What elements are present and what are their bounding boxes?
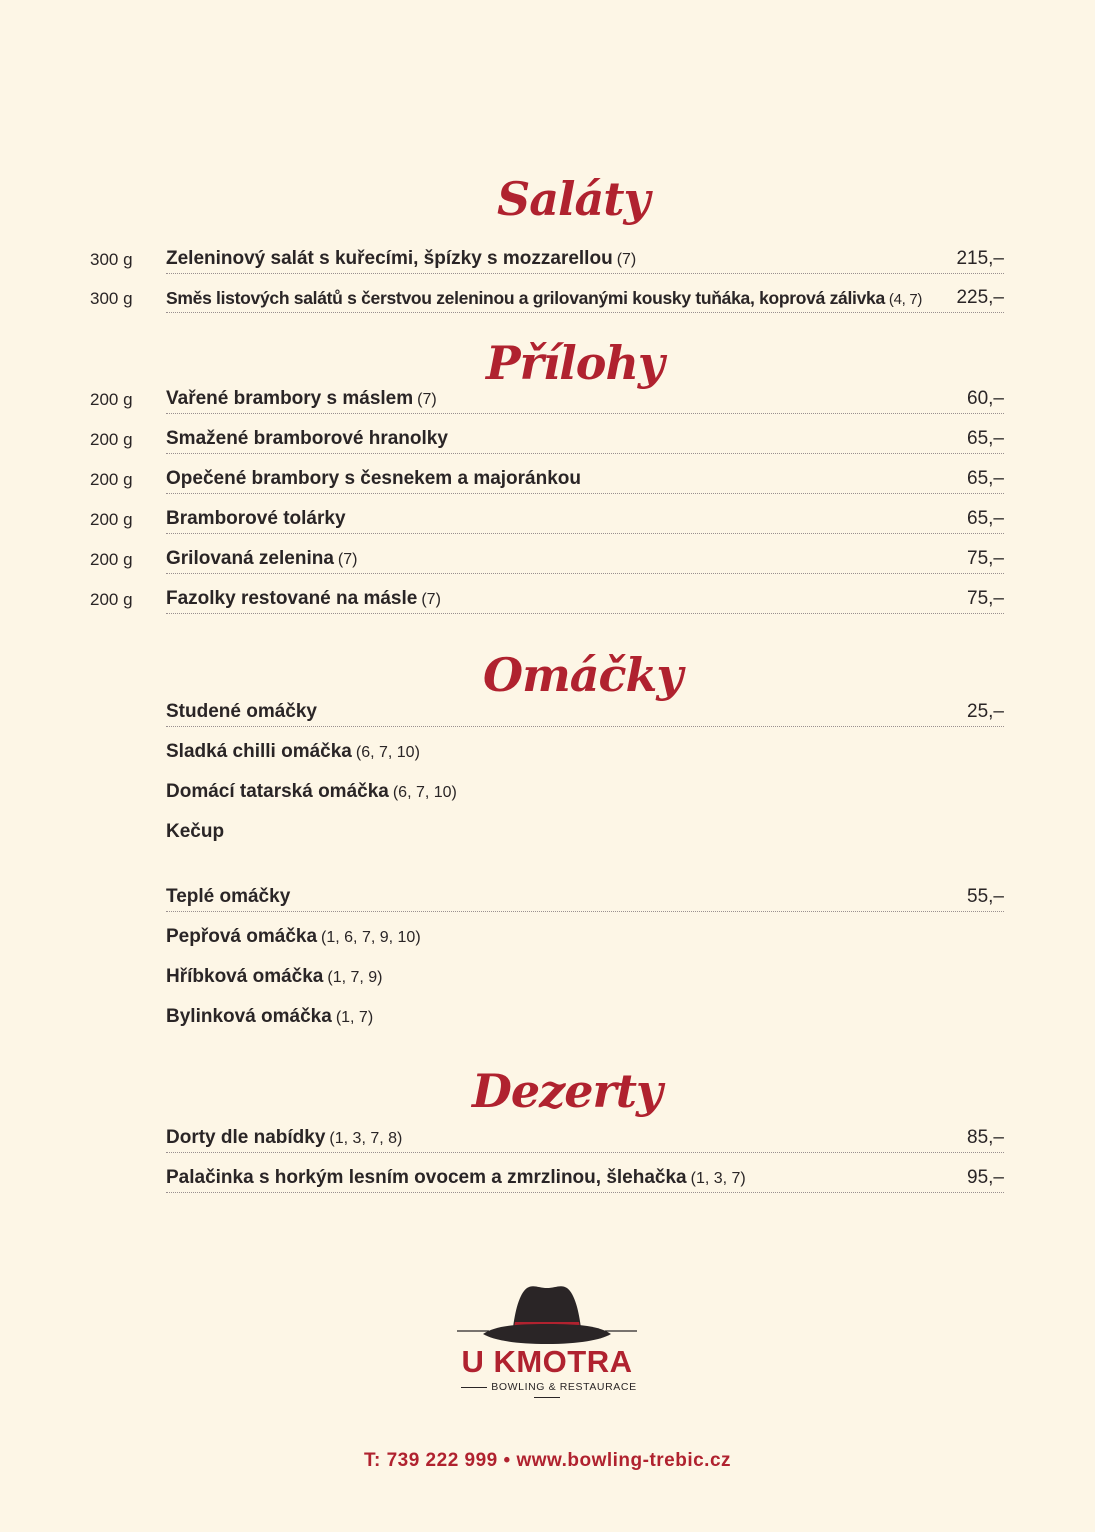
menu-subitem: [90, 1006, 1004, 1032]
dotted-divider: [166, 726, 1004, 727]
group-price: 25,–: [967, 701, 1004, 722]
item-name: Palačinka s horkým lesním ovocem a zmrzlinou, šlehačka (1, 3, 7): [166, 1167, 746, 1188]
dotted-divider: [166, 1152, 1004, 1153]
item-name: Dorty dle nabídky (1, 3, 7, 8): [166, 1127, 403, 1148]
item-name: Směs listových salátů s čerstvou zeleninou a grilovanými kousky tuňáka, koprová zálivka (4, 7): [166, 288, 923, 308]
item-name: Sladká chilli omáčka (6, 7, 10): [166, 741, 420, 762]
item-name: Zeleninový salát s kuřecími, špízky s mozzarellou (7): [166, 248, 637, 269]
item-price: 65,–: [967, 428, 1004, 449]
item-name: Kečup: [166, 821, 225, 842]
item-allergens: (4, 7): [888, 291, 923, 308]
item-name: Vařené brambory s máslem (7): [166, 388, 437, 409]
group-price: 55,–: [967, 886, 1004, 907]
logo-subtitle: BOWLING & RESTAURACE: [455, 1382, 639, 1403]
dotted-divider: [166, 413, 1004, 414]
dotted-divider: [166, 533, 1004, 534]
menu-group-header: [90, 701, 1004, 727]
dotted-divider: [166, 453, 1004, 454]
item-name: Opečené brambory s česnekem a majoránkou: [166, 468, 582, 489]
menu-subitem: [90, 926, 1004, 952]
section-title-omacky: Omáčky: [483, 648, 683, 702]
item-name: Smažené bramborové hranolky: [166, 428, 448, 449]
menu-item: [90, 508, 1004, 534]
group-name: Teplé omáčky: [166, 886, 291, 907]
item-allergens: (6, 7, 10): [355, 744, 420, 761]
item-allergens: (1, 7, 9): [327, 969, 383, 986]
item-weight: 200 g: [90, 470, 133, 489]
menu-item: [90, 1167, 1004, 1193]
item-price: 65,–: [967, 508, 1004, 529]
item-allergens: (7): [616, 251, 637, 268]
item-allergens: (7): [337, 551, 358, 568]
menu-item: [90, 428, 1004, 454]
item-price: 215,–: [956, 248, 1004, 269]
dotted-divider: [166, 573, 1004, 574]
item-weight: 200 g: [90, 590, 133, 609]
item-allergens: (1, 3, 7, 8): [329, 1130, 403, 1147]
menu-item: [90, 388, 1004, 414]
item-price: 60,–: [967, 388, 1004, 409]
section-title-prilohy: Přílohy: [486, 336, 664, 390]
item-weight: 200 g: [90, 430, 133, 449]
menu-item: [90, 1127, 1004, 1153]
item-price: 75,–: [967, 588, 1004, 609]
item-allergens: (7): [421, 591, 441, 608]
menu-subitem: [90, 966, 1004, 992]
restaurant-logo: [455, 1282, 639, 1397]
item-name: Bylinková omáčka (1, 7): [166, 1006, 374, 1027]
group-name: Studené omáčky: [166, 701, 317, 722]
item-name: Bramborové tolárky: [166, 508, 346, 529]
item-price: 65,–: [967, 468, 1004, 489]
item-allergens: (1, 7): [335, 1009, 374, 1026]
item-allergens: (1, 3, 7): [690, 1170, 746, 1187]
dotted-divider: [166, 911, 1004, 912]
dotted-divider: [166, 312, 1004, 313]
menu-subitem: [90, 741, 1004, 767]
menu-subitem: [90, 821, 1004, 847]
item-name: Fazolky restované na másle (7): [166, 588, 441, 609]
menu-item: [90, 248, 1004, 274]
dotted-divider: [166, 273, 1004, 274]
item-weight: 200 g: [90, 510, 133, 529]
menu-item: [90, 468, 1004, 494]
item-price: 85,–: [967, 1127, 1004, 1148]
logo-title: U KMOTRA: [461, 1344, 633, 1379]
hat-icon: [455, 1282, 639, 1346]
dotted-divider: [166, 613, 1004, 614]
item-name: Domácí tatarská omáčka (6, 7, 10): [166, 781, 457, 802]
dotted-divider: [166, 1192, 1004, 1193]
item-price: 95,–: [967, 1167, 1004, 1188]
item-price: 225,–: [956, 287, 1004, 308]
section-title-dezerty: Dezerty: [472, 1064, 662, 1118]
menu-group-header: [90, 886, 1004, 912]
menu-item: [90, 588, 1004, 614]
item-allergens: (6, 7, 10): [392, 784, 457, 801]
item-weight: 200 g: [90, 550, 133, 569]
item-price: 75,–: [967, 548, 1004, 569]
dotted-divider: [166, 493, 1004, 494]
item-name: Hříbková omáčka (1, 7, 9): [166, 966, 383, 987]
section-title-salaty: Saláty: [497, 172, 650, 226]
menu-item: [90, 287, 1004, 313]
item-name: Grilovaná zelenina (7): [166, 548, 358, 569]
item-name: Pepřová omáčka (1, 6, 7, 9, 10): [166, 926, 421, 947]
item-allergens: (7): [417, 391, 437, 408]
item-allergens: (1, 6, 7, 9, 10): [321, 929, 421, 946]
item-weight: 200 g: [90, 390, 133, 409]
menu-item: [90, 548, 1004, 574]
item-weight: 300 g: [90, 250, 133, 269]
item-weight: 300 g: [90, 289, 133, 308]
footer-contact: T: 739 222 999 • www.bowling-trebic.cz: [363, 1450, 732, 1471]
menu-subitem: [90, 781, 1004, 807]
